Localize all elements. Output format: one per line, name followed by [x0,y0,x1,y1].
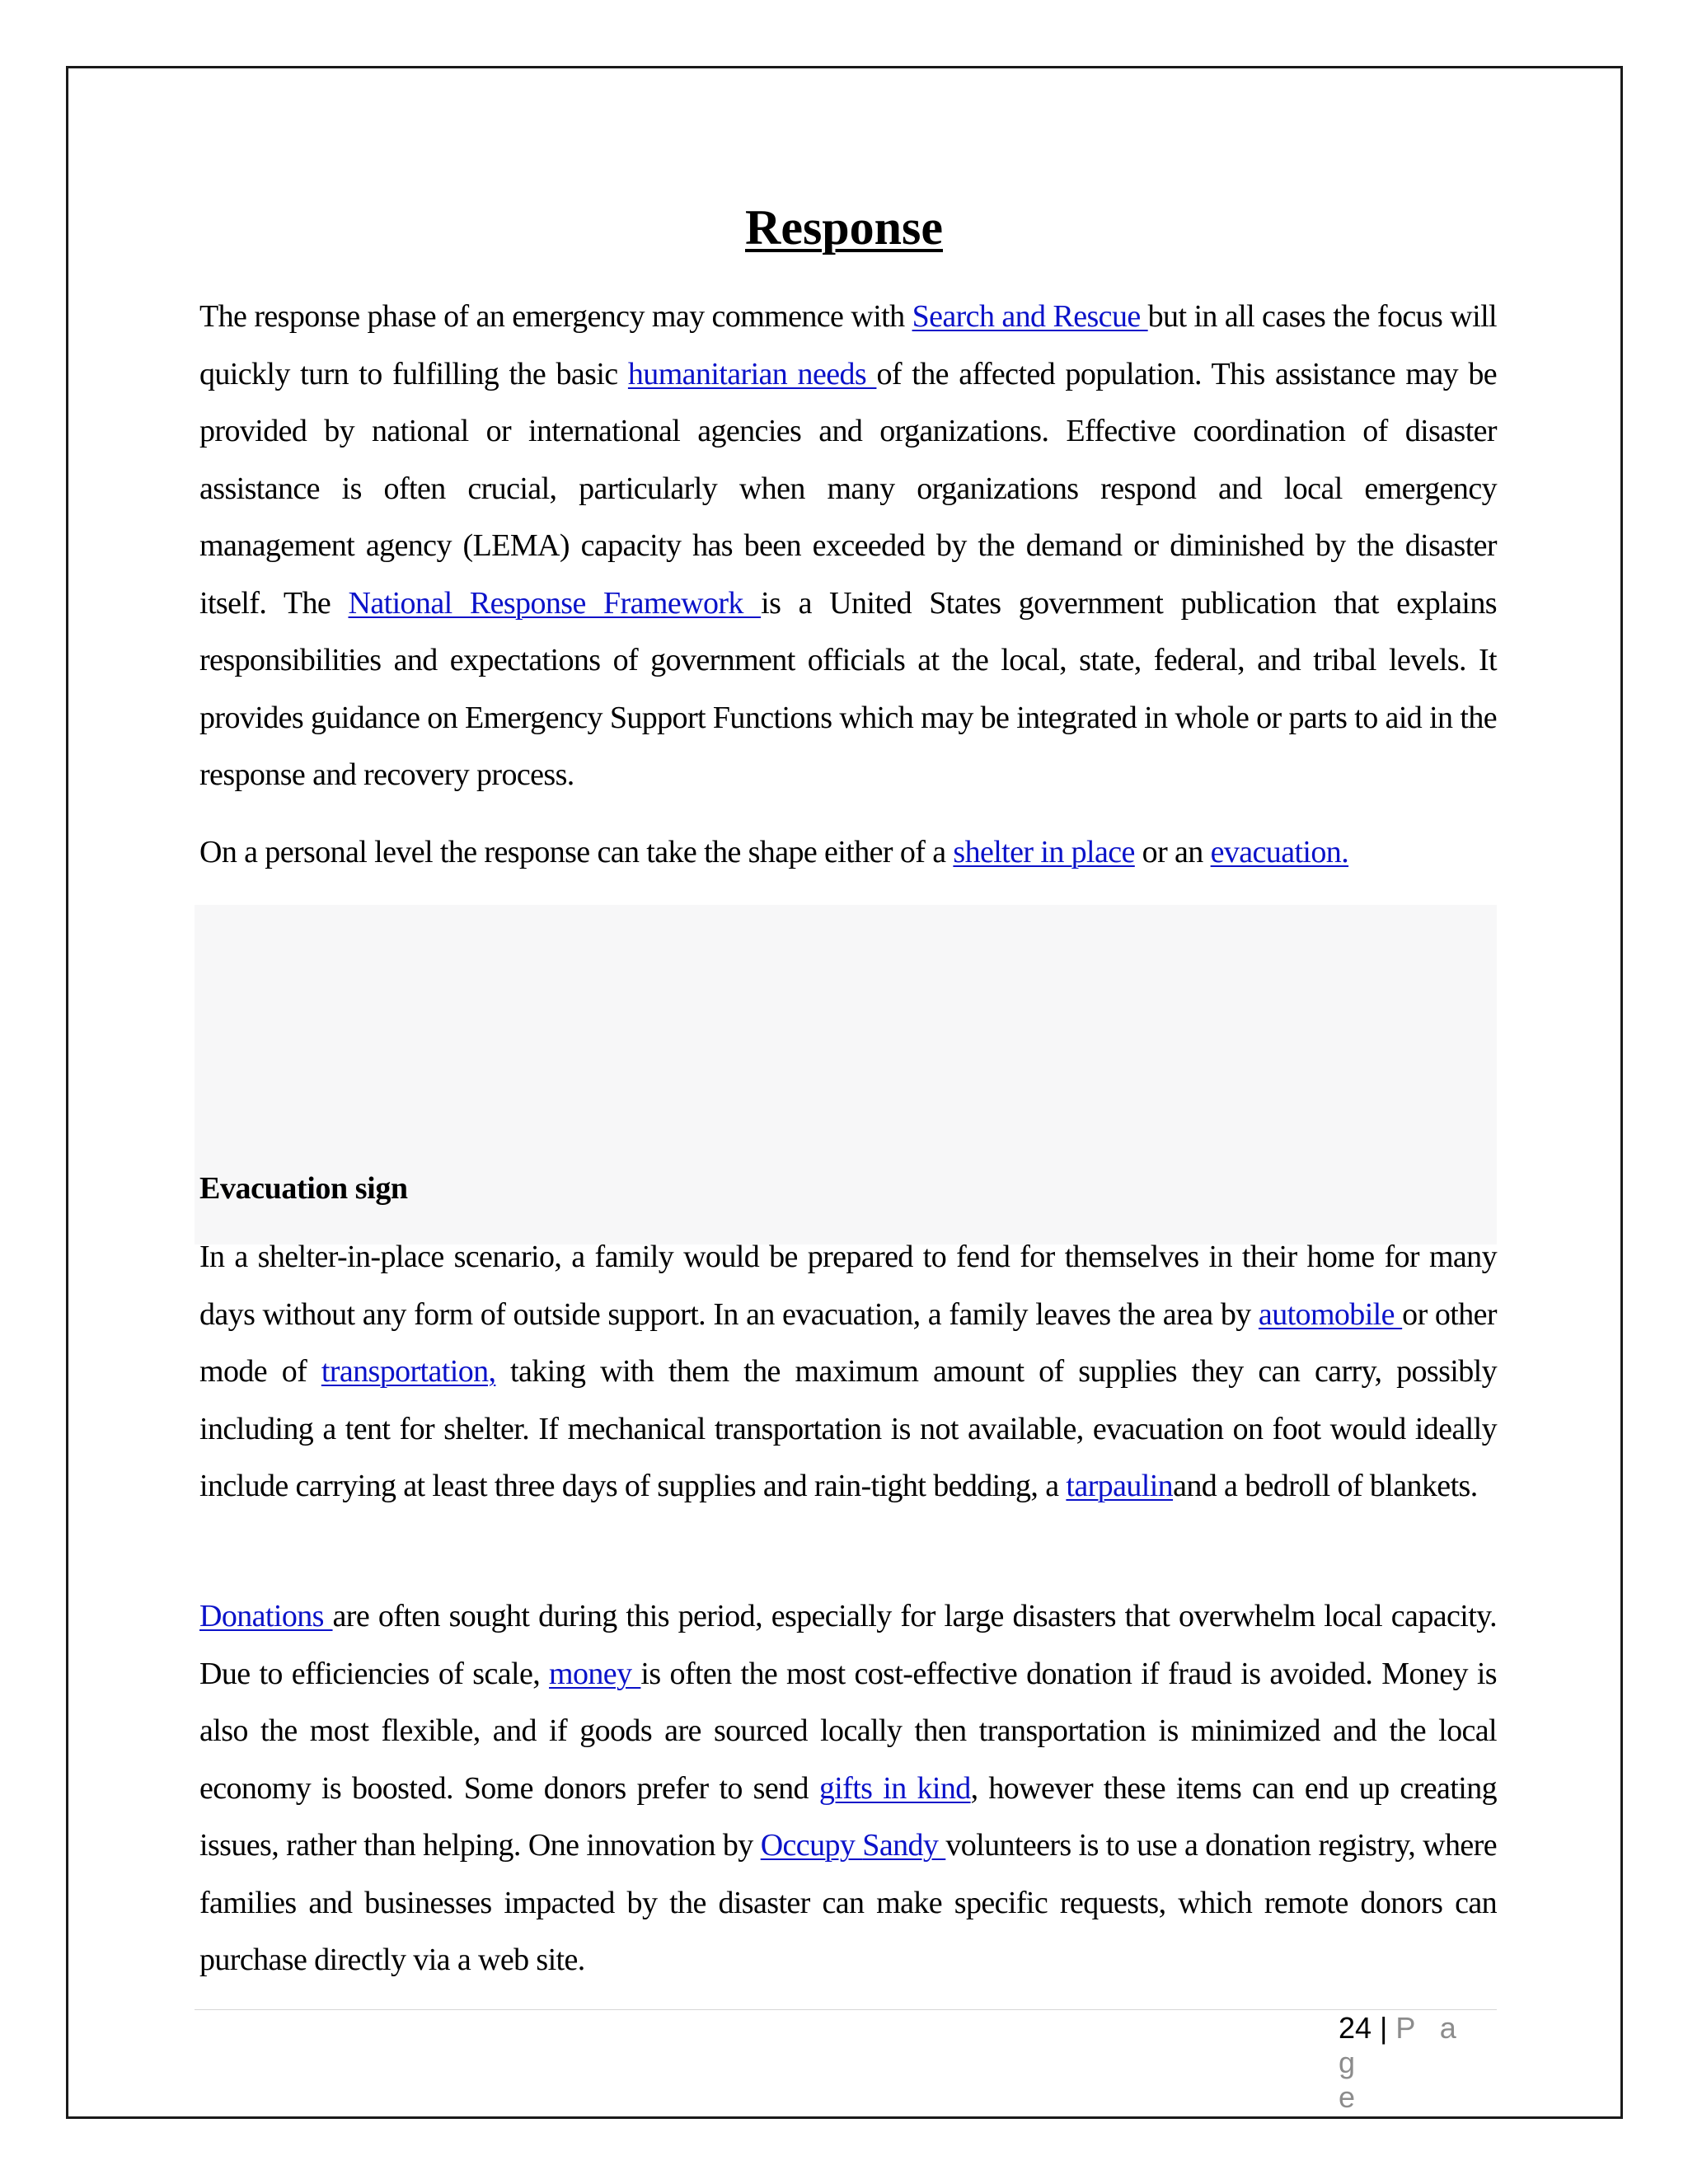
text-segment: In a shelter-in-place scenario, a family would be prepared to fend for themselves in their home for many days without any form of outside support. In an evacuation, a family leaves the area by [199,1240,1497,1332]
page-number-value: 24 [1339,2011,1372,2045]
page-word: P a g [1339,2011,1465,2079]
image-caption: Evacuation sign [199,1171,408,1206]
page-number [1339,2011,1487,2115]
text-segment: are often sought during this period, especially for large disasters that overwhelm local capacity. Due to efficiencies of scale, [199,1599,1497,1691]
shelter-paragraph [199,1229,1497,1516]
gifts-in-kind-link[interactable]: gifts in kind [818,1770,971,1806]
shelter-in-place-link[interactable]: shelter in place [953,835,1135,869]
text-segment: is a United States government publication that explains responsibilities and expectations of government officials at the local, state, federal, and tribal levels. It provides guidance on Emergency Support Functions which may be integrated in whole or parts to aid in the response and recovery process. [199,585,1497,792]
sandy-link[interactable]: Sandy [862,1828,946,1863]
personal-level-paragraph [199,824,1497,882]
donations-paragraph [199,1588,1497,1990]
text-segment: volunteers is to use a donation registry, where families and businesses impacted by the disaster can make specific requests, which remote donors can purchase directly via a web site. [199,1828,1497,1977]
donations-link[interactable]: Donations [199,1599,333,1633]
text-segment: but in all cases the focus will quickly turn to fulfilling the basic [199,299,1497,391]
text-segment: The response phase of an emergency may commence with [199,299,912,334]
national-response-framework-link[interactable]: National Response Framework [348,585,762,621]
text-segment: taking with them the maximum amount of supplies they can carry, possibly including a tent for shelter. If mechanical transportation is not available, evacuation on foot would ideally include carrying at least three days of supplies and rain-tight bedding, a [199,1354,1498,1503]
automobile-link[interactable]: automobile [1258,1296,1403,1332]
footer-divider [195,2009,1497,2010]
page-heading: Response [744,200,944,255]
text-segment: of the affected population. This assistance may be provided by national or international agencies and organizations. Effective coordination of disaster assistance is often crucial, particularly when many organizations respond and local emergency management agency (LEMA) capacity has been exceeded by the demand or diminished by the disaster itself. The [199,356,1498,621]
page-word-wrap: e [1339,2080,1364,2114]
humanitarian-needs-link[interactable]: humanitarian needs [627,356,877,391]
money-link[interactable]: money [549,1656,641,1691]
text-segment: On a personal level the response can take the shape either of a [199,835,954,869]
text-segment: , however these items can end up creating issues, rather than helping. One innovation by [199,1770,1498,1863]
search-and-rescue-link[interactable]: Search and Rescue [912,299,1148,334]
text-segment: or other mode of [199,1296,1497,1389]
response-paragraph [199,288,1497,804]
text-segment: or an [1134,835,1211,869]
text-segment: and a bedroll of blankets. [1173,1469,1478,1503]
page-number-separator: | [1372,2011,1396,2045]
transportation-link[interactable]: transportation, [321,1354,496,1389]
occupy-link[interactable]: Occupy [760,1828,863,1863]
text-segment: is often the most cost-effective donation if fraud is avoided. Money is also the most flexible, and if goods are sourced locally then transportation is minimized and the local economy is boosted. Some donors prefer to send [199,1656,1497,1806]
evacuation-link[interactable]: evacuation. [1210,835,1349,869]
tarpaulin-link[interactable]: tarpaulin [1066,1469,1174,1503]
